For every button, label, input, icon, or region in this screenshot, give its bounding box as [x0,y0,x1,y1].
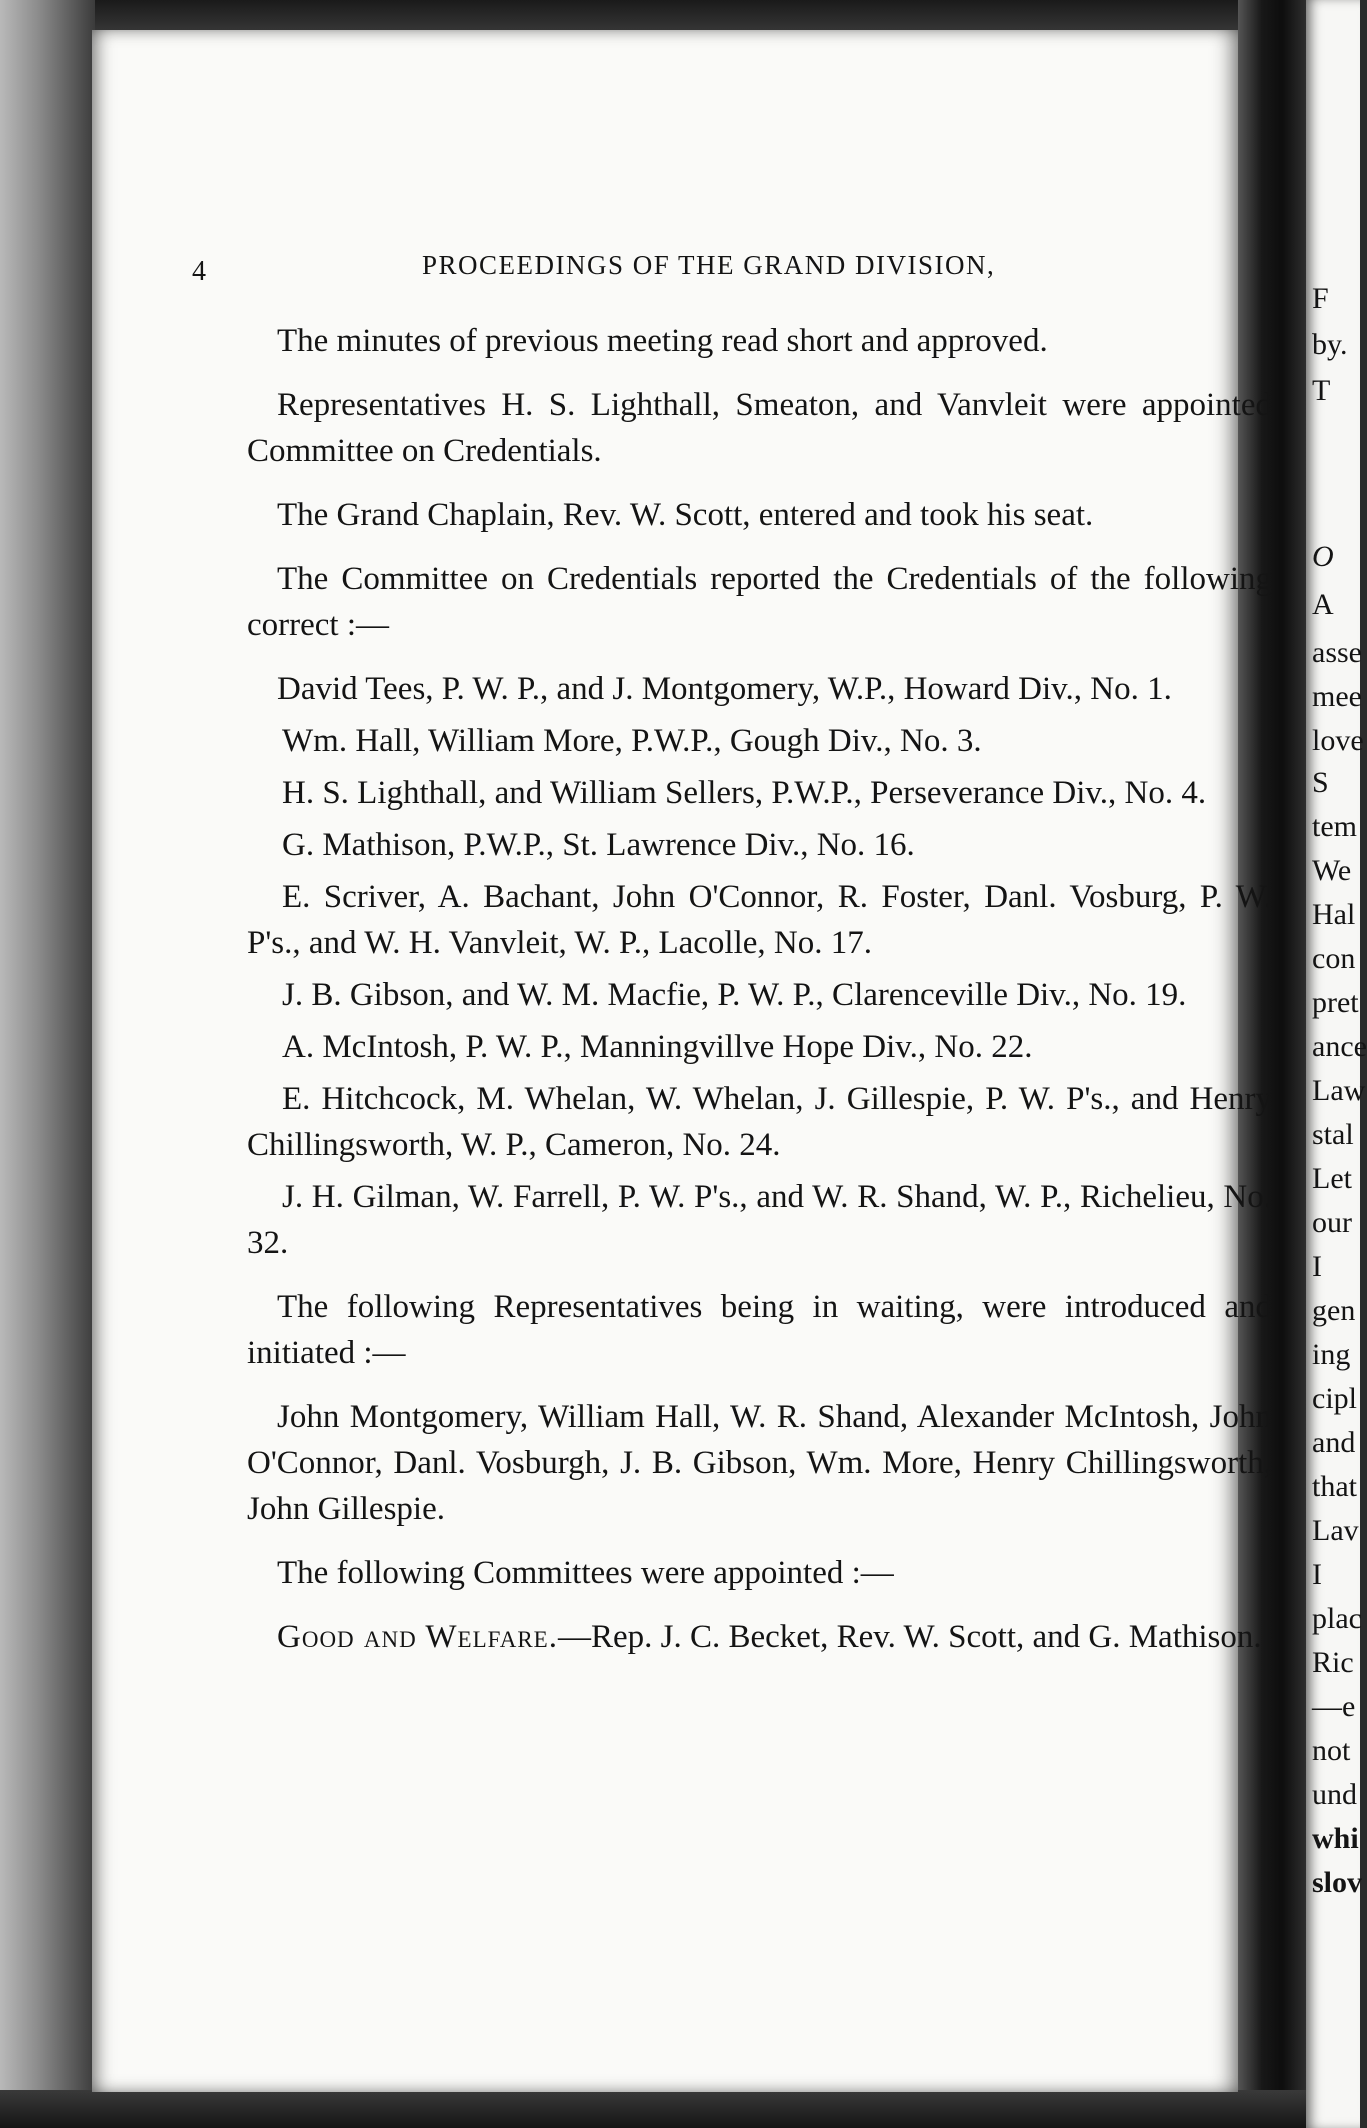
committee-good-and-welfare [247,1614,1272,1660]
facing-page-fragment: stal [1312,1118,1354,1151]
facing-page-fragment: ing [1312,1338,1351,1371]
paragraph-credentials-report: The Committee on Credentials reported the Credentials of the following correct :— [247,561,1272,643]
facing-page-fragment: slov [1312,1866,1363,1899]
credential-entry: H. S. Lighthall, and William Sellers, P.W.P., Perseverance Div., No. 4. [282,775,1207,811]
facing-page-fragment: love [1312,724,1364,757]
facing-page-fragment: pret [1312,986,1359,1019]
facing-page-fragment: plac [1312,1602,1362,1635]
facing-page-fragment: A [1312,588,1334,621]
facing-page-fragment: cipl [1312,1382,1357,1415]
facing-page-fragment: mee [1312,680,1362,713]
facing-page-fragment: whi [1312,1822,1359,1855]
facing-page-fragment: Ric [1312,1646,1354,1679]
facing-page-edge [1306,0,1367,2128]
facing-page-fragment: that [1312,1470,1357,1503]
facing-page-fragment: Hal [1312,898,1356,931]
paragraph-introduced-names: John Montgomery, William Hall, W. R. Shand, Alexander McIntosh, John O'Connor, Danl. Vosburgh, J. B. Gibson, Wm. More, Henry Chillingsworth, John Gillespie. [247,1399,1272,1527]
facing-page-fragment: Let [1312,1162,1352,1195]
scan-border-left [0,0,95,2128]
facing-page-fragment: ance [1312,1030,1367,1063]
facing-page-fragment: by. [1312,328,1348,361]
committee-members: —Rep. J. C. Becket, Rev. W. Scott, and G. Mathison. [557,1619,1262,1655]
credential-entry: E. Scriver, A. Bachant, John O'Connor, R. Foster, Danl. Vosburg, P. W. P's., and W. H. Vanvleit, W. P., Lacolle, No. 17. [247,879,1272,961]
facing-page-fragment: Lav [1312,1514,1359,1547]
facing-page-fragment: gen [1312,1294,1356,1327]
facing-page-fragment: our [1312,1206,1352,1239]
paragraph-committee-credentials: Representatives H. S. Lighthall, Smeaton, and Vanvleit were appointed Committee on Credentials. [247,387,1272,469]
committee-heading: Good and Welfare. [277,1619,558,1655]
book-page [92,30,1272,2092]
paragraph-minutes: The minutes of previous meeting read short and approved. [277,323,1048,359]
paragraph-representatives-introduced: The following Representatives being in waiting, were introduced and initiated :— [247,1289,1272,1371]
facing-page-fragment: Law [1312,1074,1366,1107]
facing-page-fragment: S [1312,766,1329,799]
facing-page-fragment: —e [1312,1690,1356,1723]
credential-entry: J. B. Gibson, and W. M. Macfie, P. W. P., Clarenceville Div., No. 19. [282,977,1187,1013]
facing-page-fragment: asse [1312,636,1362,669]
facing-page-fragment: not [1312,1734,1351,1767]
page-body [247,318,1272,1660]
facing-page-fragment: T [1312,374,1331,407]
facing-page-fragment: We [1312,854,1352,887]
credential-entry: J. H. Gilman, W. Farrell, P. W. P's., and W. R. Shand, W. P., Richelieu, No. 32. [247,1179,1272,1261]
credential-entry: Wm. Hall, William More, P.W.P., Gough Div., No. 3. [282,723,982,759]
running-head: PROCEEDINGS OF THE GRAND DIVISION, [422,250,996,280]
facing-page-fragment: I [1312,1558,1322,1591]
facing-page-fragment: I [1312,1250,1322,1283]
credential-entry: E. Hitchcock, M. Whelan, W. Whelan, J. Gillespie, P. W. P's., and Henry Chillingsworth, W. P., Cameron, No. 24. [247,1081,1272,1163]
scan-border-bottom [0,2090,1360,2128]
facing-page-fragment: und [1312,1778,1357,1811]
facing-page-fragment: F [1312,282,1329,315]
facing-page-fragment: O [1312,540,1334,573]
paragraph-committees-appointed: The following Committees were appointed :— [277,1555,894,1591]
facing-page-fragment: and [1312,1426,1356,1459]
facing-page-fragment: tem [1312,810,1357,843]
credential-entry: David Tees, P. W. P., and J. Montgomery, W.P., Howard Div., No. 1. [277,671,1172,707]
credential-entry: A. McIntosh, P. W. P., Manningvillve Hope Div., No. 22. [282,1029,1033,1065]
facing-page-fragment: con [1312,942,1356,975]
page-number: 4 [192,256,206,287]
paragraph-grand-chaplain: The Grand Chaplain, Rev. W. Scott, entered and took his seat. [277,497,1094,533]
credential-entry: G. Mathison, P.W.P., St. Lawrence Div., No. 16. [282,827,915,863]
